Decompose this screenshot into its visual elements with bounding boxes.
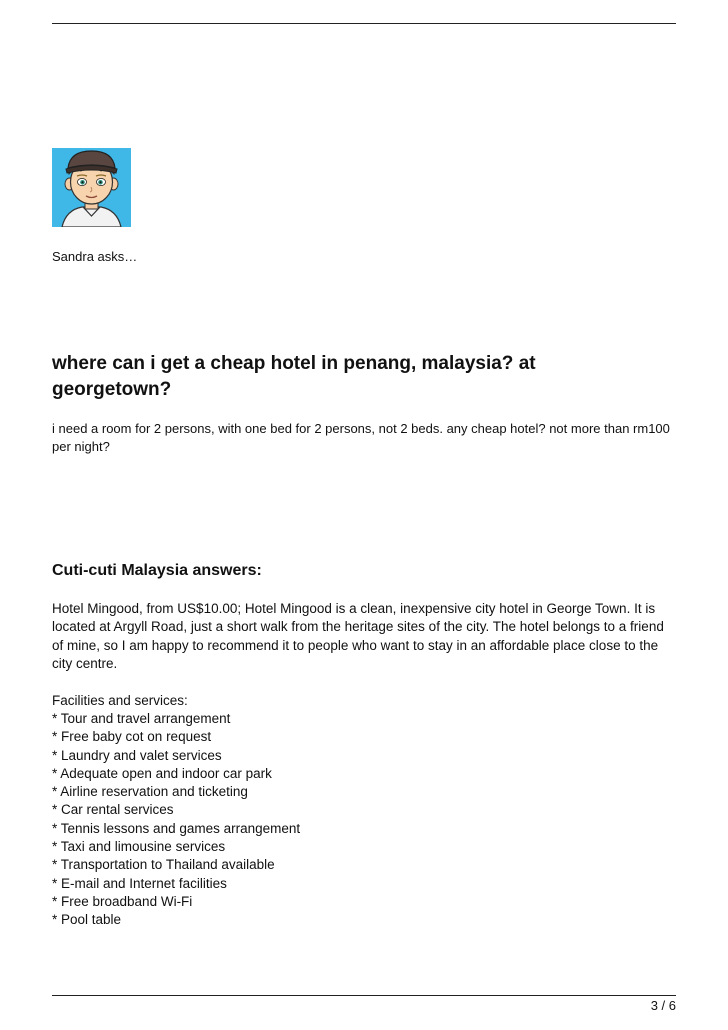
- facility-item: * Laundry and valet services: [52, 747, 222, 763]
- cartoon-boy-avatar-icon: [52, 148, 131, 227]
- answer-body: [52, 600, 677, 673]
- facility-item: * Tour and travel arrangement: [52, 711, 231, 726]
- facilities-title: Facilities and services:: [52, 693, 188, 708]
- header-rule: [52, 23, 676, 24]
- avatar: [52, 148, 131, 227]
- question-body: i need a room for 2 persons, with one bed for 2 persons, not 2 beds. any cheap hotel? not more than rm100 per night?: [52, 421, 670, 454]
- facility-item: * Car rental services: [52, 802, 174, 818]
- answer-paragraph: Hotel Mingood, from US$10.00; Hotel Mingood is a clean, inexpensive city hotel in George Town. It is located at Argyll Road, just a short walk from the heritage sites of the city. The hotel belongs to a friend of mine, so I am happy to recommend it to people who want to stay in an affordable place close to the city centre.: [52, 601, 664, 671]
- facility-item: * Taxi and limousine services: [52, 839, 226, 855]
- facility-item: * E-mail and Internet facilities: [52, 875, 227, 891]
- question-title: where can i get a cheap hotel in penang, malaysia? at georgetown?: [52, 353, 536, 400]
- footer-rule: [52, 995, 676, 996]
- page-number: 3 / 6: [650, 998, 676, 1013]
- answer-heading: Cuti-cuti Malaysia answers:: [52, 562, 262, 579]
- facilities-list: [52, 710, 300, 930]
- facility-item: * Tennis lessons and games arrangement: [52, 820, 301, 836]
- asker-label: Sandra asks…: [52, 249, 138, 264]
- facility-item: * Free broadband Wi-Fi: [52, 893, 193, 909]
- facility-item: * Transportation to Thailand available: [52, 857, 275, 873]
- facility-item: * Airline reservation and ticketing: [52, 784, 248, 800]
- facility-item: * Pool table: [52, 912, 122, 928]
- facility-item: * Free baby cot on request: [52, 729, 212, 745]
- facility-item: * Adequate open and indoor car park: [52, 765, 272, 781]
